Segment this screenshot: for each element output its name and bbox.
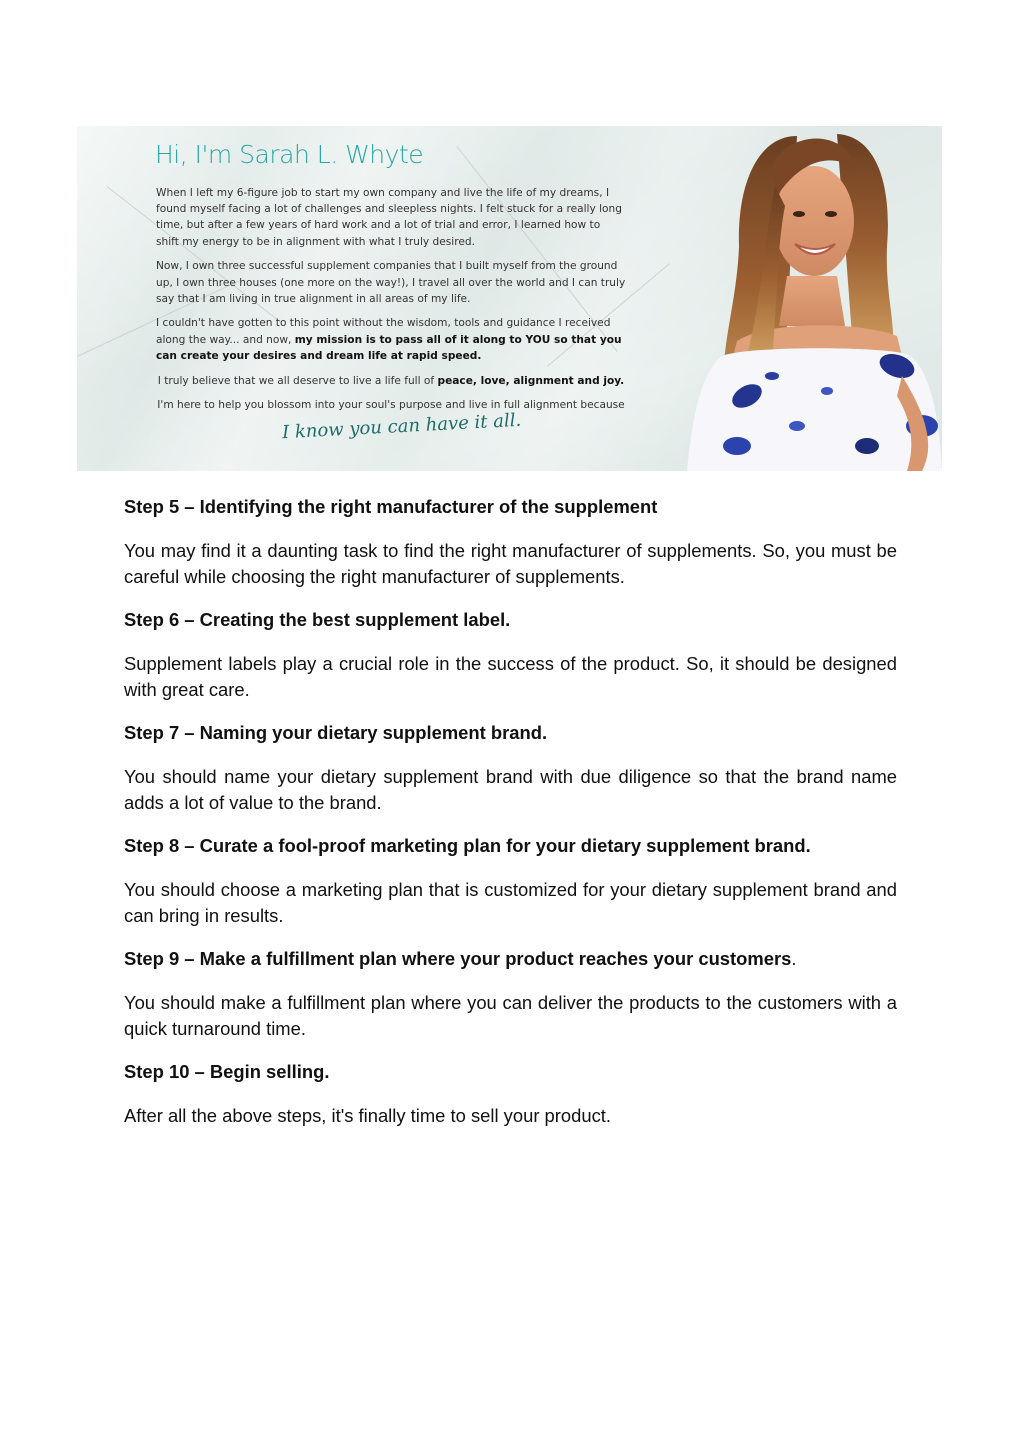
banner-paragraph: When I left my 6-figure job to start my own company and live the life of my dreams, I found myself facing a lot of challenges and sleepless nights. I felt stuck for a really long time, but after a few years of hard work and a lot of trial and error, I learned how to shift my energy to be in alignment with what I truly desired. xyxy=(156,187,622,248)
signature-text: I know you can have it all. xyxy=(281,409,522,444)
step-10 xyxy=(124,1059,897,1129)
banner-bold-run: peace, love, alignment and joy. xyxy=(437,374,625,387)
step-body: Supplement labels play a crucial role in the success of the product. So, it should be designed with great care. xyxy=(124,653,897,700)
banner-text-run: I truly believe that we all deserve to live a life full of xyxy=(157,374,438,387)
intro-banner xyxy=(77,126,942,471)
step-heading xyxy=(124,946,897,972)
banner-paragraph xyxy=(156,315,626,364)
step-heading: Step 6 – Creating the best supplement label. xyxy=(124,609,511,630)
step-heading-text: Step 9 – Make a fulfillment plan where your product reaches your customers xyxy=(124,948,792,969)
banner-title: Hi, I'm Sarah L. Whyte xyxy=(155,140,424,169)
step-body: You should make a fulfillment plan where you can deliver the products to the customers with a quick turnaround time. xyxy=(124,992,897,1039)
step-heading-tail: . xyxy=(791,948,797,969)
banner-paragraph: I'm here to help you blossom into your soul's purpose and live in full alignment because xyxy=(157,399,625,412)
step-body: You should choose a marketing plan that is customized for your dietary supplement brand and can bring in results. xyxy=(124,879,897,926)
step-5 xyxy=(124,494,897,589)
step-9 xyxy=(124,946,897,1041)
step-heading: Step 7 – Naming your dietary supplement brand. xyxy=(124,722,548,743)
step-8 xyxy=(124,833,897,928)
banner-text xyxy=(156,185,626,422)
step-body: You should name your dietary supplement brand with due diligence so that the brand name adds a lot of value to the brand. xyxy=(124,766,897,813)
banner-bold-run: my mission is to pass all of it along to YOU so that you can create your desires and dream life at rapid speed. xyxy=(156,333,622,362)
step-body: You may find it a daunting task to find the right manufacturer of supplements. So, you must be careful while choosing the right manufacturer of supplements. xyxy=(124,540,897,587)
step-6 xyxy=(124,607,897,702)
banner-text-run: I couldn't have gotten to this point without the wisdom, tools and guidance I received along the way... and now, xyxy=(156,317,611,346)
step-heading: Step 10 – Begin selling. xyxy=(124,1061,330,1082)
step-heading: Step 8 – Curate a fool-proof marketing plan for your dietary supplement brand. xyxy=(124,835,811,856)
step-body: After all the above steps, it's finally time to sell your product. xyxy=(124,1105,612,1126)
banner-paragraph xyxy=(156,373,626,389)
step-heading: Step 5 – Identifying the right manufacturer of the supplement xyxy=(124,496,658,517)
step-7 xyxy=(124,720,897,815)
banner-paragraph: Now, I own three successful supplement companies that I built myself from the ground up, I own three houses (one more on the way!), I travel all over the world and I can truly say that I am living in true alignment in all areas of my life. xyxy=(156,260,626,305)
portrait-photo xyxy=(677,126,942,471)
steps-section xyxy=(124,494,897,1147)
